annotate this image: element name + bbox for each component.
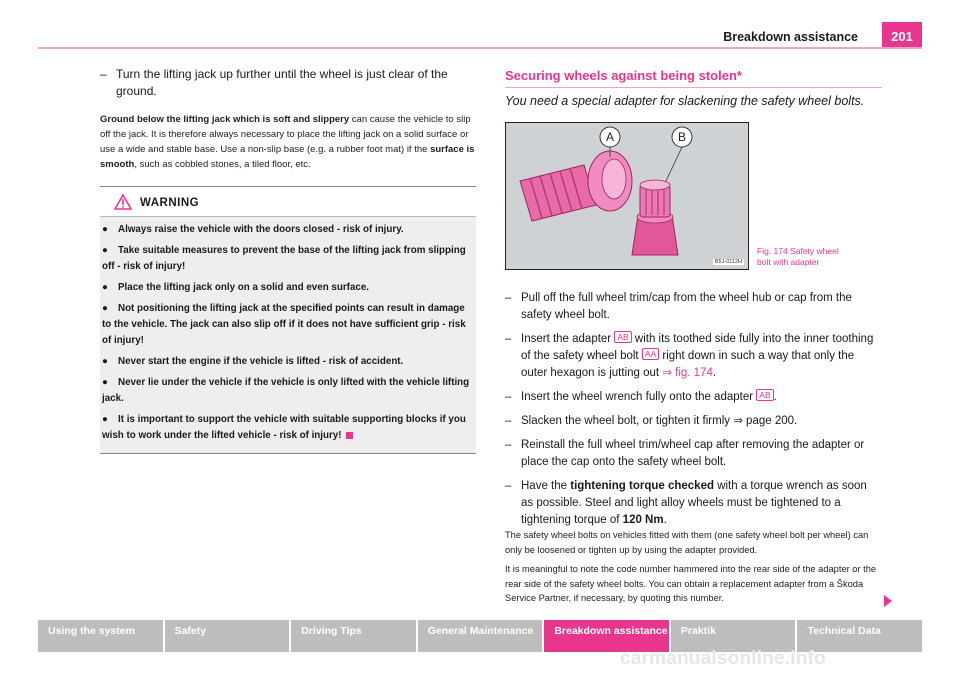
step-text: Insert the adapter <box>521 333 615 345</box>
step-text: . <box>663 514 667 526</box>
step-bold: 120 Nm <box>622 514 664 526</box>
jack-surface-paragraph <box>100 112 476 172</box>
warning-text: Take suitable measures to prevent the base of the lifting jack from slipping off - risk of injury! <box>102 245 466 272</box>
caption-line: bolt with adapter <box>757 257 820 267</box>
bolt-adapter-illustration <box>506 123 749 270</box>
para-text: , such as cobbled stones, a tiled floor, etc. <box>134 159 311 170</box>
left-column <box>100 66 476 454</box>
step-bold: tightening torque checked <box>570 480 714 492</box>
step-dash: – <box>505 391 512 403</box>
header-rule <box>38 47 922 49</box>
tab-driving-tips[interactable]: Driving Tips <box>291 620 418 652</box>
notes <box>505 528 882 611</box>
instruction-step <box>505 413 882 430</box>
warning-title: WARNING <box>140 197 200 209</box>
warning-item <box>102 280 474 296</box>
tab-general-maintenance[interactable]: General Maintenance <box>418 620 545 652</box>
reference-tag-b: AB <box>614 331 631 343</box>
warning-item <box>102 412 474 444</box>
step-text: with its toothed side fully into the inner toothing of the safety wheel bolt <box>521 333 874 362</box>
warning-triangle-icon <box>114 194 132 210</box>
step-dash: – <box>505 333 512 345</box>
instruction-step <box>505 290 882 324</box>
bullet-dot: ● <box>102 303 108 314</box>
reference-tag-b: AB <box>756 389 773 401</box>
step-text: Insert the wheel wrench fully onto the adapter <box>521 391 757 403</box>
section-rule <box>505 87 882 88</box>
adapter <box>632 180 678 255</box>
bullet-dot: ● <box>102 377 108 388</box>
para-bold-phrase: Ground below the lifting jack which is soft and slippery <box>100 114 350 125</box>
para-text: can cause the vehicle to slip off the jack. It is therefore always necessary to place the lifting jack on a solid surface or use a wide and stable base. Use a non-slip base (e.g. a rubber foot mat) if the <box>100 114 471 155</box>
right-arrow-icon: ⇒ <box>733 415 743 427</box>
bullet-dot: ● <box>102 414 108 425</box>
step-text: with a torque wrench as soon as possible. Steel and light alloy wheels must be tightened to a tightening torque of <box>521 480 867 526</box>
step-text: Have the <box>521 480 571 492</box>
watermark: carmanualsonline.info <box>620 648 826 669</box>
warning-header <box>100 187 476 217</box>
caption-line: Fig. 174 Safety wheel <box>757 246 839 256</box>
bullet-dot: ● <box>102 282 108 293</box>
warning-item <box>102 301 474 349</box>
warning-item <box>102 243 474 275</box>
figure-safety-wheel-bolt <box>505 122 749 270</box>
warning-text: Never start the engine if the vehicle is lifted - risk of accident. <box>118 356 404 367</box>
tab-praktik[interactable]: Praktik <box>671 620 798 652</box>
step-text: Reinstall the full wheel trim/wheel cap after removing the adapter or place the cap onto the safety wheel bolt. <box>521 439 865 468</box>
adapter-steps <box>505 290 882 536</box>
instruction-step <box>505 437 882 471</box>
figure-link[interactable]: ⇒ fig. 174 <box>662 367 713 379</box>
instruction-step <box>505 478 882 529</box>
tab-using-the-system[interactable]: Using the system <box>38 620 165 652</box>
warning-text: Not positioning the lifting jack at the specified points can result in damage to the vehicle. The jack can also slip off if it does not have sufficient grip - risk of injury! <box>102 303 466 346</box>
bullet-dot: ● <box>102 245 108 256</box>
step-dash: – <box>505 480 512 492</box>
step-text: Slacken the wheel bolt, or tighten it firmly <box>521 415 734 427</box>
instruction-step <box>505 331 882 382</box>
instruction-step <box>100 66 476 100</box>
page-number: 201 <box>882 22 922 48</box>
step-dash: – <box>100 67 107 81</box>
tab-technical-data[interactable]: Technical Data <box>797 620 922 652</box>
bullet-dot: ● <box>102 356 108 367</box>
note-paragraph: It is meaningful to note the code number hammered into the rear side of the adapter or the rear side of the safety wheel bolts. You can obtain a replacement adapter from a Škoda Service Partner, if necessary, by quoting this number. <box>505 564 877 603</box>
step-dash: – <box>505 415 512 427</box>
warning-item <box>102 222 474 238</box>
step-text: . <box>712 367 717 379</box>
figure-label-a: A <box>605 130 615 144</box>
tab-breakdown-assistance[interactable]: Breakdown assistance <box>544 620 671 652</box>
para-bold-phrase: surface is smooth <box>100 144 475 170</box>
figure-caption <box>757 246 839 268</box>
page-header <box>38 22 922 48</box>
step-text: right down in such a way that only the outer hexagon is jutting out <box>521 350 855 379</box>
warning-text: It is important to support the vehicle with suitable supporting blocks if you wish to work under the lifted vehicle - risk of injury! <box>102 414 466 441</box>
page-link[interactable]: page 200. <box>742 415 798 427</box>
figure-code: B5J-0112H <box>714 259 742 265</box>
right-column <box>505 68 882 120</box>
next-page-arrow-icon[interactable] <box>884 595 892 607</box>
instruction-step <box>505 389 882 406</box>
step-dash: – <box>505 439 512 451</box>
step-text: Pull off the full wheel trim/cap from the wheel hub or cap from the safety wheel bolt. <box>521 292 852 321</box>
section-intro: You need a special adapter for slackening the safety wheel bolts. <box>505 94 865 108</box>
tab-safety[interactable]: Safety <box>165 620 292 652</box>
warning-body <box>100 217 476 453</box>
warning-box <box>100 186 476 454</box>
warning-item <box>102 375 474 407</box>
step-text: Turn the lifting jack up further until the wheel is just clear of the ground. <box>116 67 448 98</box>
chapter-title: Breakdown assistance <box>723 30 858 44</box>
warning-text: Never lie under the vehicle if the vehicle is only lifted with the vehicle lifting jack. <box>102 377 470 404</box>
bullet-dot: ● <box>102 224 108 235</box>
step-dash: – <box>505 292 512 304</box>
reference-tag-a: AA <box>642 348 659 360</box>
note-paragraph: The safety wheel bolts on vehicles fitted with them (one safety wheel bolt per wheel) can only be loosened or tighten up by using the adapter provided. <box>505 530 869 555</box>
section-title: Securing wheels against being stolen* <box>505 68 742 83</box>
warning-text: Always raise the vehicle with the doors closed - risk of injury. <box>118 224 404 235</box>
figure-label-b: B <box>677 130 687 144</box>
step-text: . <box>773 391 777 403</box>
warning-item <box>102 354 474 370</box>
warning-text: Place the lifting jack only on a solid and even surface. <box>118 282 369 293</box>
safety-bolt-head <box>588 151 632 211</box>
safety-bolt-shaft <box>520 165 596 221</box>
end-of-section-marker <box>346 432 353 439</box>
